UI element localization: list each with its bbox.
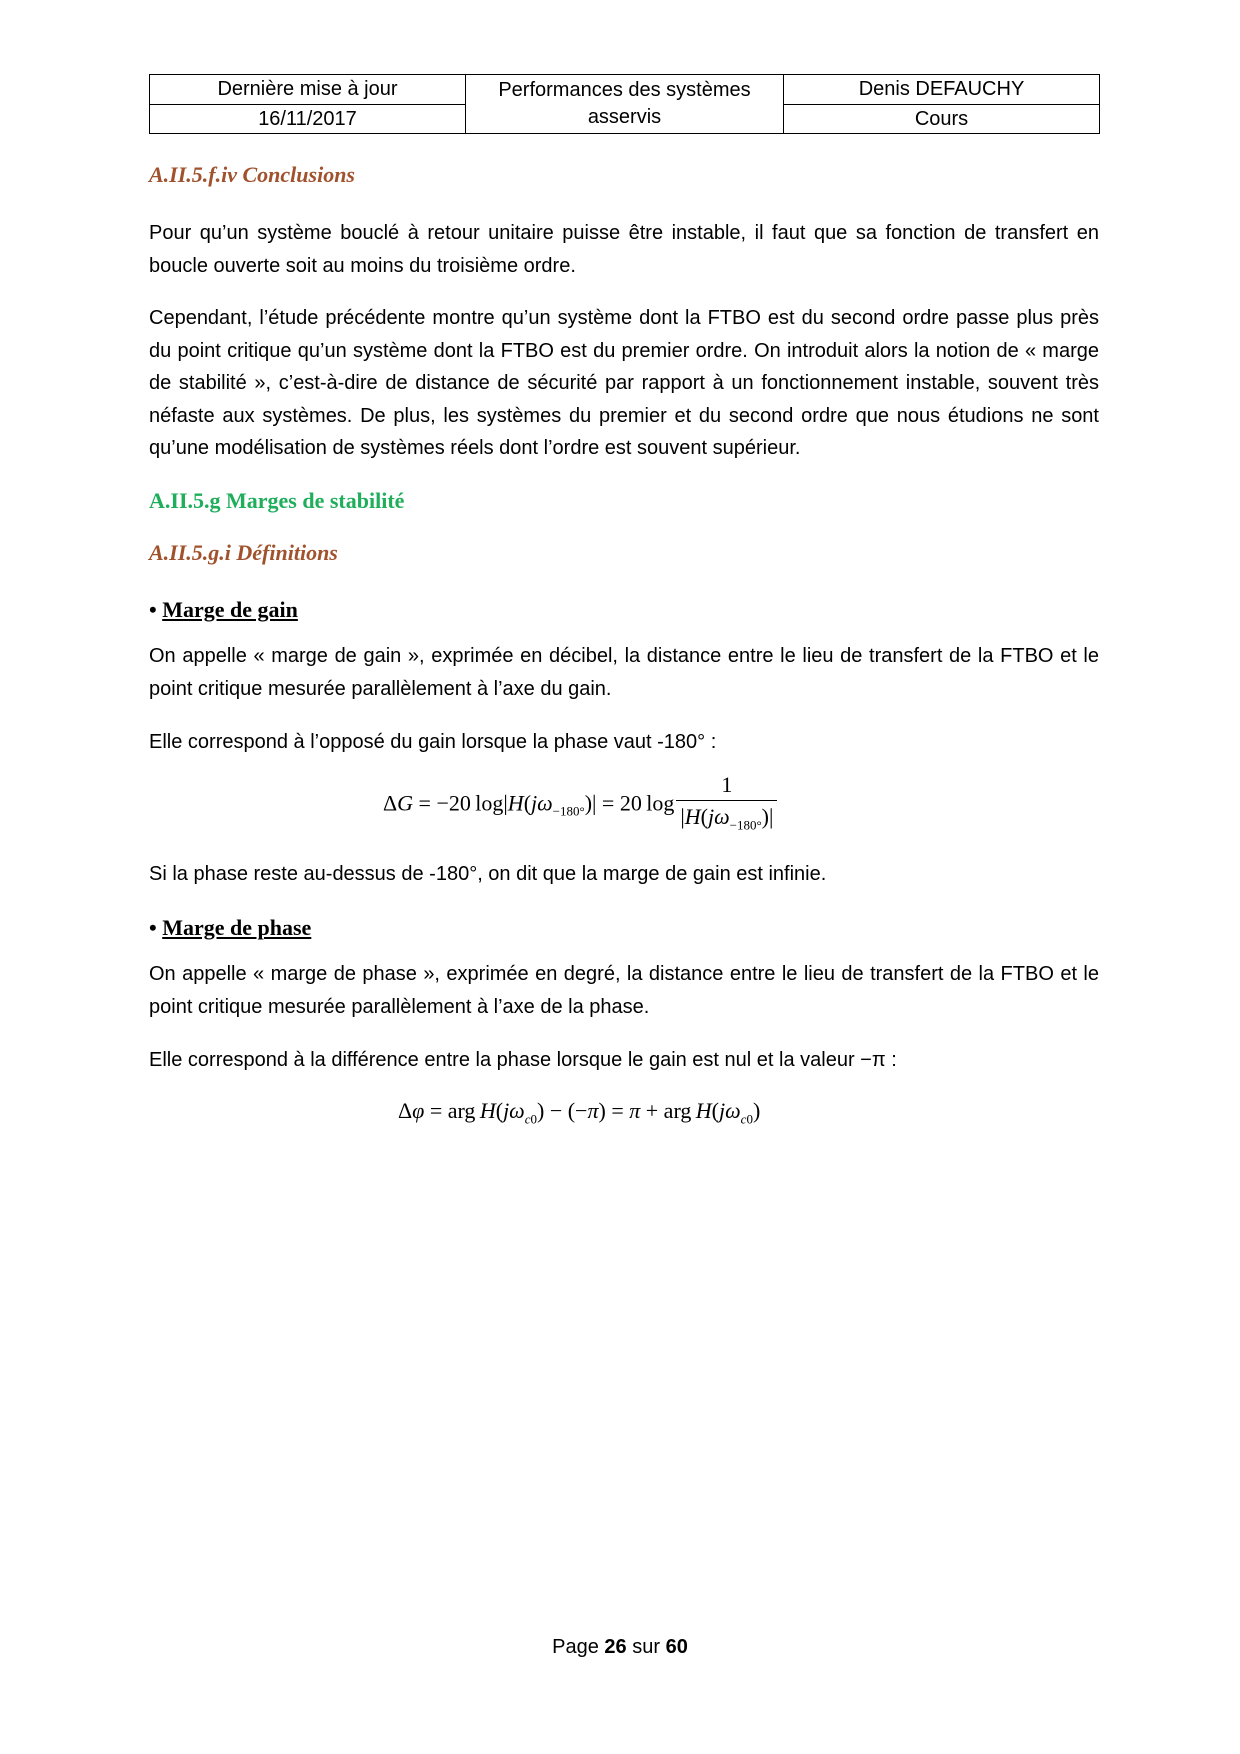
conclusions-heading: A.II.5.f.iv Conclusions [149,162,355,187]
conclusions-paragraph-1: Pour qu’un système bouclé à retour unitaire puisse être instable, il faut que sa fonction de transfert en boucle ouverte soit au moins du troisième ordre. [149,222,1099,277]
bullet-dot: • [149,915,157,940]
update-date: 16/11/2017 [150,104,466,134]
gain-margin-formula: ΔG = −20 $\log|H(j\omega_{-180^\circ})| = 20$ log $\frac{1}{|H(j\omega_{-180^\circ})|}$ [383,772,777,838]
phase-paragraph-1: On appelle « marge de phase », exprimée en degré, la distance entre le lieu de transfert de la FTBO et le point critique mesurée parallèlement à l’axe de la phase. [149,963,1099,1018]
gain-paragraph-2: Elle correspond à l’opposé du gain lorsque la phase vaut -180° : [149,731,717,753]
document-type: Cours [784,104,1100,134]
margins-heading: A.II.5.g Marges de stabilité [149,488,405,513]
phase-margin-label: Marge de phase [162,915,312,940]
page-label: Page [552,1636,599,1658]
phase-margin-formula: Δφ = arg $H(j\omega_{c0}) - (-\pi) = \pi$ + arg $H(j\omega_{c0})$ [398,1098,761,1127]
title-line-2: asservis [587,106,662,128]
document-title [466,75,784,134]
bullet-dot: • [149,597,157,622]
page-number: 26 [604,1636,627,1658]
gain-paragraph-1: On appelle « marge de gain », exprimée en décibel, la distance entre le lieu de transfert de la FTBO et le point critique mesurée parallèlement à l’axe du gain. [149,645,1099,700]
phase-paragraph-2: Elle correspond à la différence entre la phase lorsque le gain est nul et la valeur −π : [149,1049,897,1071]
total-pages: 60 [665,1636,688,1658]
conclusions-paragraph-2: Cependant, l’étude précédente montre qu’un système dont la FTBO est du second ordre passe plus près du point critique qu’un système dont la FTBO est du premier ordre. On introduit alors la notion de « marge de stabilité », c’est-à-dire de distance de sécurité par rapport à un fonctionnement instable, souvent très néfaste aux systèmes. De plus, les systèmes du premier et du second ordre que nous étudions ne sont qu’une modélisation de systèmes réels dont l’ordre est souvent supérieur. [149,307,1099,459]
title-line-1: Performances des systèmes [498,79,751,101]
definitions-heading: A.II.5.g.i Définitions [149,540,338,565]
gain-paragraph-3: Si la phase reste au-dessus de -180°, on dit que la marge de gain est infinie. [149,863,827,885]
page-footer [0,1636,1240,1659]
of-label: sur [632,1636,661,1658]
gain-margin-bullet [149,597,298,623]
header-table [149,74,1100,134]
last-update-label: Dernière mise à jour [150,75,466,105]
phase-margin-bullet [149,915,311,941]
author: Denis DEFAUCHY [784,75,1100,105]
gain-margin-label: Marge de gain [162,597,298,622]
